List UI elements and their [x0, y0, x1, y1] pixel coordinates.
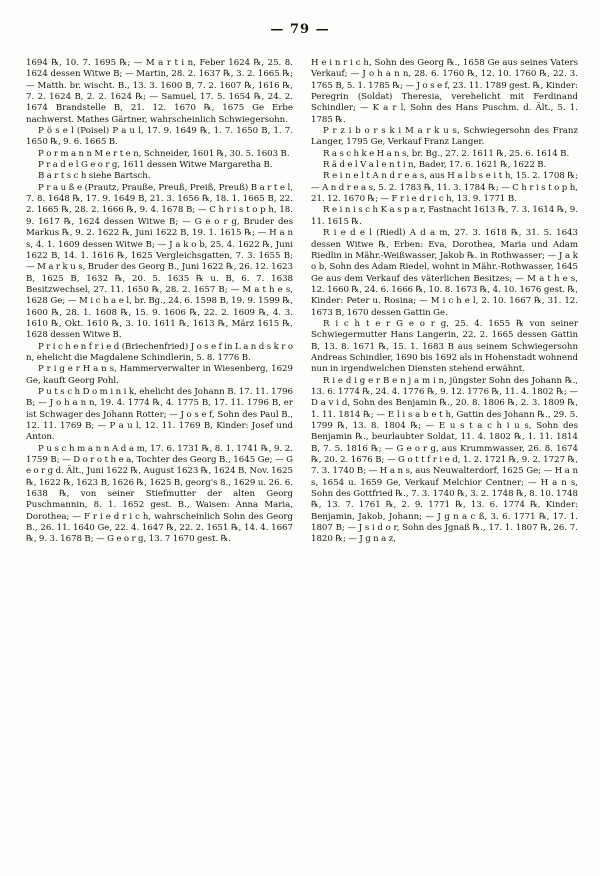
right-column — [311, 58, 578, 862]
paragraph: R e i n i s c h K a s p a r, Fastnacht 1613 ℞, 7. 3. 1614 ℞, 9. 11. 1615 ℞. — [311, 205, 578, 227]
paragraph: P r a d e l G e o r g, 1611 dessen Witwe Margaretha B. — [38, 160, 273, 171]
paragraph: P u s c h m a n n A d a m, 17. 6. 1731 ℞, 8. 1. 1741 ℞, 9. 2. 1759 B; — D o r o t h e a, Tochter des Georg B., 1645 Ge; — G e o r g d. Ält., Juni 1622 ℞, August 1623 ℞, 1624 B, Nov. 1625 ℞, 1622 ℞, 1623 B, 1626 ℞, 1625 B, georg's 8., 1629 u. 26. 6. 1638 ℞, von seiner Stiefmutter der alten Georg Puschmannin, 8. 1. 1652 gest. B., Waisen: Anna Maria, Dorothea; — F r i e d r i c h, wahrscheinlich Sohn des Georg B., 26. 11. 1640 Ge, 22. 4. 1647 ℞, 22. 2. 1651 ℞, 14. 4. 1667 ℞, 9. 3. 1678 B; — G e o r g, 13. 7 1670 gest. ℞. — [26, 443, 294, 545]
paragraph: P r z i b o r s k i M a r k u s, Schwiegersohn des Franz Langer, 1795 Ge, Verkauf Franz Langer. — [311, 126, 578, 148]
paragraph: P r i c h e n f r i e d (Briechenfried) J o s e f in L a n d s k r o n, ehelicht die Magdalene Schindlerin, 5. 8. 1776 B. — [26, 341, 293, 363]
paragraph: R a s c h k e H a n s, br. Bg., 27. 2. 1611 ℞, 25. 6. 1614 B. — [323, 148, 570, 159]
paragraph: R e i n e l t A n d r e a s, aus H a l b s e i t h, 15. 2. 1708 ℞; — A n d r e a s, 5. 2. 1783 ℞, 11. 3. 1784 ℞; — C h r i s t o p h, 21. 12. 1670 ℞; — F r i e d r i c h, 13. 9. 1771 B. — [311, 171, 578, 205]
paragraph: H e i n r i c h, Sohn des Georg ℞., 1658 Ge aus seines Vaters Verkauf; — J o h a n n, 28. 6. 1760 ℞, 12. 10. 1760 ℞, 22. 3. 1765 B, 5. 1. 1785 ℞; — J o s e f, 23. 11. 1789 gest. ℞, Kinder: Peregrin (Soldat) Theresia, verehelicht mit Ferdinand Schindler; — K a r l, Sohn des Hans Puschm. d. Ält., 5. 1. 1785 ℞. — [311, 58, 578, 125]
paragraph: B a r t s c h siehe Bartsch. — [38, 171, 151, 182]
paragraph: 1694 ℞, 10. 7. 1695 ℞; — M a r t i n, Feber 1624 ℞, 25. 8. 1624 dessen Witwe B; — Martin, 28. 2. 1637 ℞, 3. 2. 1665 ℞; — Matth. br. wischt. B., 13. 3. 1600 B, 7. 2. 1607 ℞, 1616 ℞, 7. 2. 1624 B, 2. 2. 1624 ℞; — Samuel, 17. 5. 1654 ℞, 24. 2. 1674 Brandstelle B, 21. 12. 1670 ℞, 1675 Ge Erbe nachwerst. Mathes Gärtner, wahrscheinlich Schwiegersohn. — [26, 58, 293, 125]
paragraph: R ä d e l V a l e n t i n, Bader, 17. 6. 1621 ℞, 1622 B. — [323, 160, 547, 171]
paragraph: P r a u ß e (Prautz, Prauße, Preuß, Preiß, Preuß) B a r t e l, 7. 8. 1648 ℞, 17. 9. 1649 B, 21. 3. 1656 ℞, 18. 1. 1665 B, 22. 2. 1665 ℞, 28. 2. 1666 ℞, 9. 4. 1678 B; — C h r i s t o p h, 18. 9. 1617 ℞, 1624 dessen Witwe B; — G e o r g, Bruder des Markus ℞, 9. 2. 1622 ℞, Juni 1622 B, 19. 1. 1615 ℞; — H a n s, 4. 1. 1609 dessen Witwe B; — J a k o b, 25. 4. 1622 ℞, Juni 1622 B, 14. 1. 1616 ℞, 1625 Vergleichsgatten, 7. 3. 1655 B; — M a r k u s, Bruder des Georg B., Juni 1622 ℞, 26. 12. 1623 B, 1625 B, 1632 ℞, 20. 5. 1635 ℞ u. B, 6. 7. 1638 Besitzwechsel, 27. 11. 1650 ℞, 28. 2. 1657 B; — M a t h e s, 1628 Ge; — M i c h a e l, br. Bg., 24. 6. 1598 B, 19. 9. 1599 ℞, 1600 ℞, 28. 1. 1608 ℞, 15. 9. 1606 ℞, 22. 2. 1609 ℞, 4. 3. 1610 ℞, Okt. 1610 ℞, 3. 10. 1611 ℞, 1613 ℞, März 1615 ℞, 1628 dessen Witwe B. — [26, 182, 293, 341]
text-columns — [26, 58, 578, 862]
paragraph: P r i g e r H a n s, Hammerverwalter in Wiesenberg, 1629 Ge, kauft Georg Pohl. — [26, 364, 293, 386]
paragraph: R i e d e l (Riedl) A d a m, 27. 3. 1618 ℞, 31. 5. 1643 dessen Witwe ℞, Erben: Eva, Dorothea, Maria und Adam Riedlin in Mähr.-Weißwasser, Jakob ℞. in Rothwasser; — J a k o b, Sohn des Adam Riedel, wohnt in Mähr.-Rothwasser, 1645 Ge aus dem Verkauf des väterlichen Besitzes; — M a t h e s, 12. 1660 ℞, 24. 6. 1666 ℞, 10. 8. 1673 ℞, 4. 10. 1676 gest. ℞, Kinder: Peter u. Rosina; — M i c h e l, 2. 10. 1667 ℞, 31. 12. 1673 B, 1670 dessen Gattin Ge. — [311, 228, 578, 318]
paragraph: P u t s c h D o m i n i k, ehelicht des Johann B. 17. 11. 1796 B; — J o h a n n, 19. 4. 1774 ℞, 4. 1775 B, 17. 11. 1796 B, er ist Schwager des Johann Rotter; — J o s e f, Sohn des Paul B., 12. 11. 1769 B; — P a u l, 12. 11. 1769 B, Kinder: Josef und Anton. — [26, 386, 293, 443]
paragraph: P o r m a n n M e r t e n, Schneider, 1601 ℞, 30. 5. 1603 B. — [38, 148, 290, 159]
left-column — [26, 58, 293, 862]
paragraph: P ö s e l (Poisel) P a u l, 17. 9. 1649 ℞, 1. 7. 1650 B, 1. 7. 1650 ℞, 9. 6. 1665 B. — [26, 126, 293, 148]
paragraph: R i c h t e r G e o r g, 25. 4. 1655 ℞ von seiner Schwiegermutter Hans Langerin, 22. 2. 1665 dessen Gattin B, 13. 8. 1671 ℞, 15. 1. 1683 B aus seinem Schwiegersohn Andreas Schindler, 1690 bis 1692 als in Hohenstadt wohnend nun in irgendwelchen Diensten stehend erwähnt. — [311, 318, 578, 375]
page-number: — 79 — — [270, 22, 330, 37]
paragraph: R i e d i g e r B e n j a m i n, jüngster Sohn des Johann ℞., 13. 6. 1774 ℞, 24. 4. 1776 ℞, 9. 12. 1776 ℞, 11. 4. 1802 ℞; — D a v i d, Sohn des Benjamin ℞., 20. 8. 1806 ℞, 2. 3. 1809 ℞, 1. 11. 1814 ℞; — E l i s a b e t h, Gattin des Johann ℞., 29. 5. 1799 ℞, 13. 8. 1804 ℞; — E u s t a c h i u s, Sohn des Benjamin ℞., beurlaubter Soldat, 11. 4. 1802 ℞, 1. 11. 1814 B, 7. 5. 1816 ℞; — G e o r g, aus Krummwasser, 26. 8. 1674 ℞, 20. 2. 1676 B; — G o t t f r i e d, 1. 2. 1721 ℞, 9. 2. 1727 ℞, 7. 3. 1740 B; — H a n s, aus Neuwalterdorf, 1625 Ge; — H a n s, 1654 u. 1659 Ge, Verkauf Melchior Centner; — H a n s, Sohn des Gottfried ℞., 7. 3. 1740 ℞, 3. 2. 1748 ℞, 8. 10. 1748 ℞, 13. 7. 1761 ℞, 2. 9. 1771 ℞, 13. 6. 1774 ℞, Kinder: Benjamin, Jakob, Johann; — J g n a c ß, 3. 6. 1771 ℞, 17. 1. 1807 B; — J s i d o r, Sohn des Jgnaß ℞., 17. 1. 1807 ℞, 26. 7. 1820 ℞; — J g n a z, — [311, 375, 578, 545]
